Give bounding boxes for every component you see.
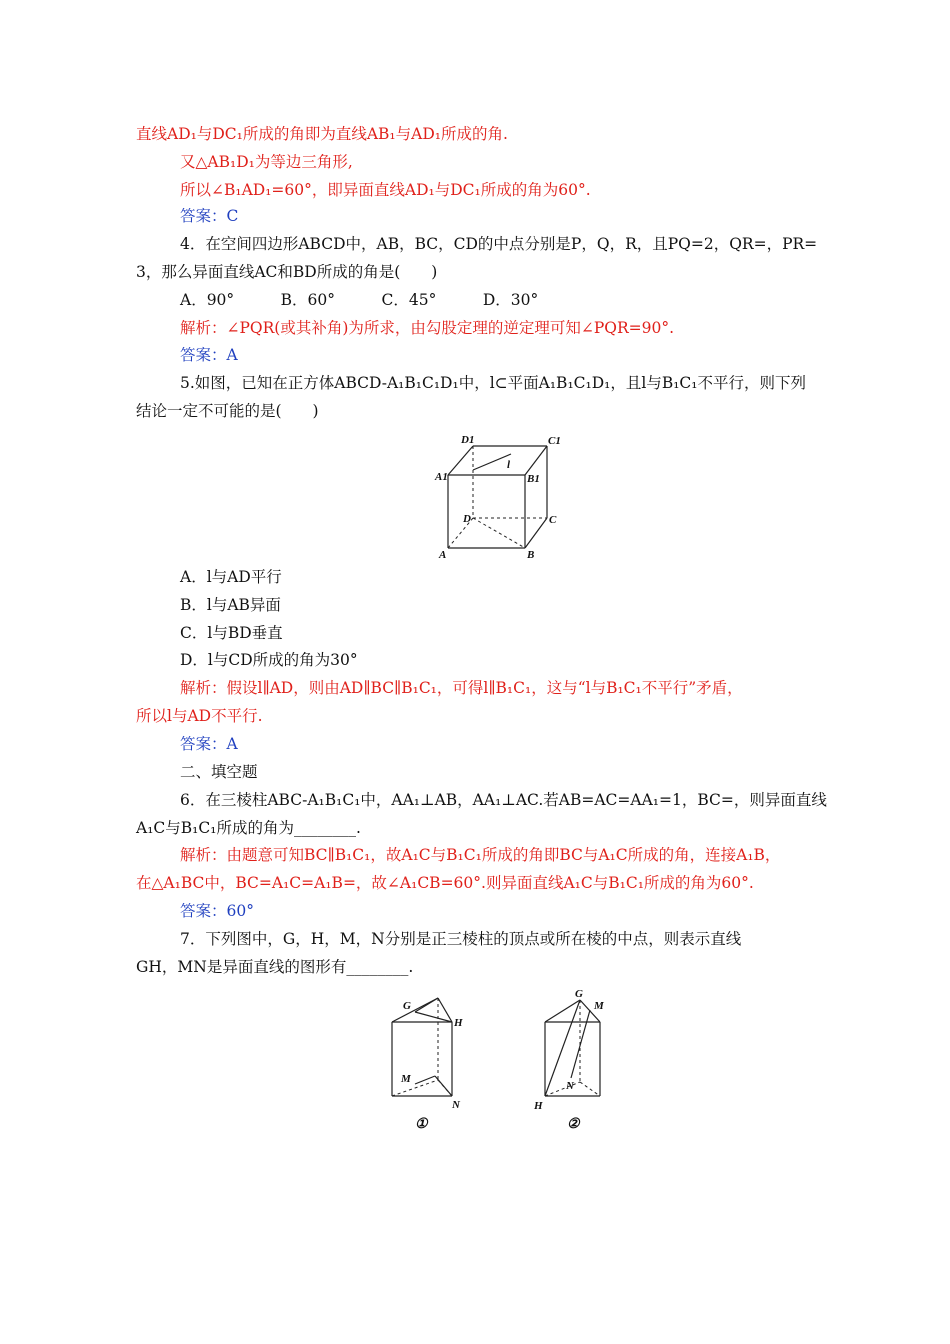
prism2-label-G: G: [575, 988, 583, 1000]
option-5c: C．l与BD垂直: [180, 624, 283, 642]
solution-6-line-1: 解析：由题意可知BC∥B₁C₁，故A₁C与B₁C₁所成的角即BC与A₁C所成的角，连接A₁B，: [180, 846, 781, 864]
cube-label-A1: A1: [435, 471, 448, 483]
cube-label-D1: D1: [461, 434, 475, 446]
answer-5: 答案：A: [180, 735, 238, 753]
prism1-label-N: N: [452, 1099, 460, 1111]
prism2-label-M: M: [594, 1000, 604, 1012]
question-4-options: A．90° B．60° C．45° D．30°: [180, 291, 539, 309]
prism1-label-M: M: [401, 1073, 411, 1085]
cube-label-l: l: [507, 459, 511, 471]
question-6-line-1: 6．在三棱柱ABC-A₁B₁C₁中，AA₁⊥AB，AA₁⊥AC.若AB=AC=AA₁=1，BC=，则异面直线: [180, 791, 827, 809]
figure-caption-2: ②: [567, 1117, 580, 1132]
solution-5-line-2: 所以l与AD不平行.: [136, 707, 263, 725]
cube-label-C1: C1: [548, 435, 561, 447]
question-4-line-1: 4．在空间四边形ABCD中，AB，BC，CD的中点分别是P，Q，R，且PQ=2，QR=，PR=: [180, 235, 818, 253]
question-6-line-2: A₁C与B₁C₁所成的角为________.: [136, 819, 361, 837]
prism1-label-G: G: [403, 1000, 411, 1012]
answer-4: 答案：A: [180, 346, 238, 364]
cube-label-D: D: [463, 513, 471, 525]
cube-label-B: B: [527, 549, 535, 561]
option-5a: A．l与AD平行: [180, 568, 282, 586]
solution-line-1: 直线AD₁与DC₁所成的角即为直线AB₁与AD₁所成的角.: [136, 125, 508, 143]
question-7-line-1: 7．下列图中，G，H，M，N分别是正三棱柱的顶点或所在棱的中点，则表示直线: [180, 930, 742, 948]
cube-label-C: C: [549, 514, 557, 526]
section-heading: 二、填空题: [180, 763, 258, 781]
question-5-line-1: 5.如图，已知在正方体ABCD-A₁B₁C₁D₁中，l⊂平面A₁B₁C₁D₁，且l与B₁C₁不平行，则下列: [180, 374, 807, 392]
solution-6-line-2: 在△A₁BC中，BC=A₁C=A₁B=，故∠A₁CB=60°.则异面直线A₁C与B₁C₁所成的角为60°.: [136, 874, 754, 892]
question-7-line-2: GH，MN是异面直线的图形有________.: [136, 958, 414, 976]
prism1-label-H: H: [454, 1017, 463, 1029]
option-5b: B．l与AB异面: [180, 596, 281, 614]
cube-label-B1: B1: [527, 473, 540, 485]
prism2-label-N: N: [566, 1080, 574, 1092]
prism-figures: [375, 988, 625, 1133]
question-5-line-2: 结论一定不可能的是( ): [136, 402, 319, 420]
cube-label-A: A: [439, 549, 447, 561]
solution-line-2: 又△AB₁D₁为等边三角形,: [180, 153, 353, 171]
option-5d: D．l与CD所成的角为30°: [180, 651, 358, 669]
solution-4: 解析：∠PQR(或其补角)为所求，由勾股定理的逆定理可知∠PQR=90°.: [180, 319, 675, 337]
cube-figure: [425, 430, 570, 565]
prism2-label-H: H: [534, 1100, 543, 1112]
solution-line-3: 所以∠B₁AD₁=60°，即异面直线AD₁与DC₁所成的角为60°.: [180, 181, 591, 199]
solution-5-line-1: 解析：假设l∥AD，则由AD∥BC∥B₁C₁，可得l∥B₁C₁，这与“l与B₁C₁不平行”矛盾，: [180, 679, 743, 697]
figure-caption-1: ①: [415, 1117, 428, 1132]
question-4-line-2: 3，那么异面直线AC和BD所成的角是( ): [136, 263, 438, 281]
answer-6: 答案：60°: [180, 902, 254, 920]
answer-3: 答案：C: [180, 207, 239, 225]
